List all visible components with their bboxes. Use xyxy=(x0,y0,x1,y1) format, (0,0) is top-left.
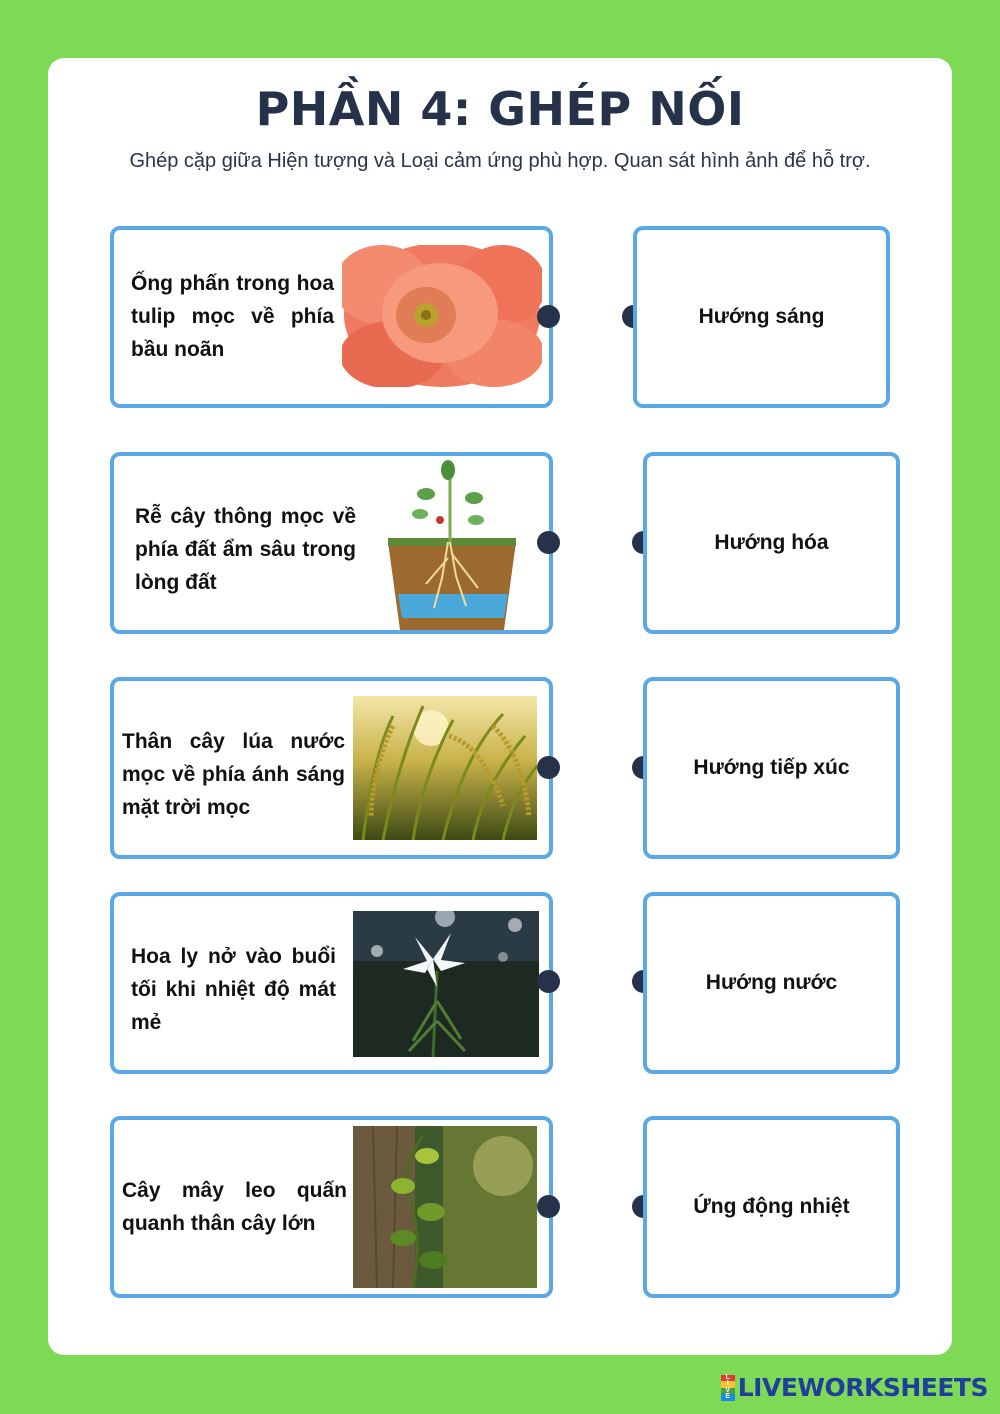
right-card-text: Hướng tiếp xúc xyxy=(693,756,850,779)
logo-letter: V xyxy=(721,1388,735,1395)
left-card-text: Hoa ly nở vào buổi tối khi nhiệt độ mát mẻ xyxy=(131,945,336,1034)
left-card-5 xyxy=(110,1116,553,1298)
right-card-4[interactable] xyxy=(643,892,900,1074)
flower-photo xyxy=(342,245,542,387)
climbing-vine-photo xyxy=(353,1126,537,1288)
left-connector-dot-5[interactable] xyxy=(537,1195,560,1218)
logo-letter: L xyxy=(721,1375,735,1382)
right-card-2[interactable] xyxy=(643,452,900,634)
left-connector-dot-1[interactable] xyxy=(537,305,560,328)
right-card-text: Hướng nước xyxy=(705,971,838,994)
logo-icon xyxy=(721,1375,735,1401)
logo-letter: I xyxy=(721,1381,735,1388)
liveworksheets-logo xyxy=(721,1373,988,1402)
right-card-5[interactable] xyxy=(643,1116,900,1298)
rice-field-photo xyxy=(353,696,537,840)
right-card-text: Ứng động nhiệt xyxy=(693,1195,850,1218)
right-card-text: Hướng hóa xyxy=(714,531,829,554)
left-card-3 xyxy=(110,677,553,859)
left-card-text: Ống phấn trong hoa tulip mọc về phía bầu noãn xyxy=(131,272,334,361)
right-card-text: Hướng sáng xyxy=(698,305,825,328)
left-card-text: Cây mây leo quấn quanh thân cây lớn xyxy=(122,1179,347,1235)
brand-name: LIVEWORKSHEETS xyxy=(737,1373,988,1402)
left-connector-dot-3[interactable] xyxy=(537,756,560,779)
right-card-1[interactable] xyxy=(633,226,890,408)
left-card-text: Thân cây lúa nước mọc về phía ánh sáng mặt trời mọc xyxy=(122,730,345,819)
instructions: Ghép cặp giữa Hiện tượng và Loại cảm ứng phù hợp. Quan sát hình ảnh để hỗ trợ. xyxy=(129,150,871,172)
seedling-roots-illustration xyxy=(382,458,522,633)
lily-night-photo xyxy=(353,911,539,1057)
right-card-3[interactable] xyxy=(643,677,900,859)
page-title: PHẦN 4: GHÉP NỐI xyxy=(255,82,745,136)
left-card-1 xyxy=(110,226,553,408)
logo-letter: E xyxy=(721,1394,735,1401)
left-card-text: Rễ cây thông mọc về phía đất ẩm sâu trong lòng đất xyxy=(135,505,356,594)
left-connector-dot-2[interactable] xyxy=(537,531,560,554)
left-connector-dot-4[interactable] xyxy=(537,970,560,993)
left-card-4 xyxy=(110,892,553,1074)
left-card-2 xyxy=(110,452,553,634)
